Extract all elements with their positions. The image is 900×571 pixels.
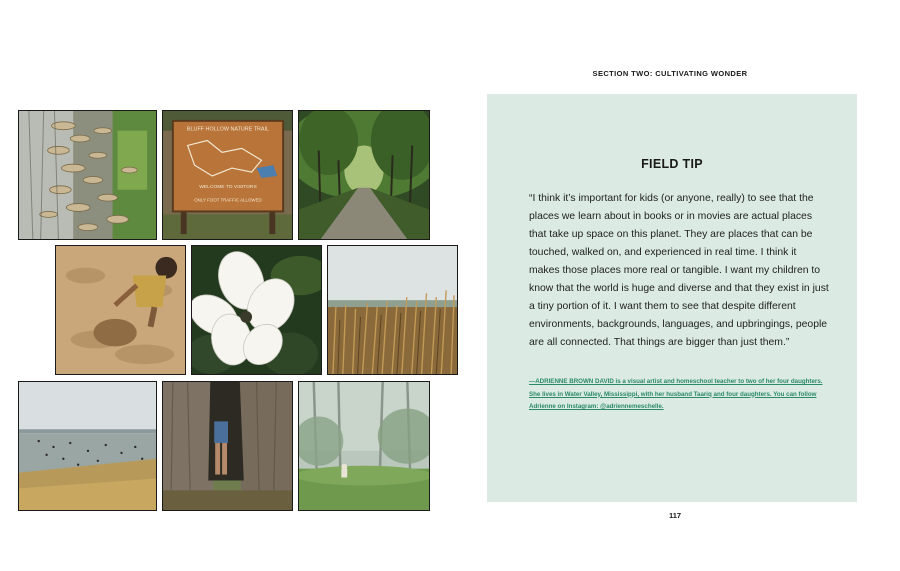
- photo-mushrooms-on-tree: [18, 110, 157, 240]
- photo-child-digging-sand: [55, 245, 186, 375]
- field-tip-title: FIELD TIP: [641, 157, 703, 171]
- field-tip-credit: —ADRIENNE BROWN DAVID is a visual artist and homeschool teacher to two of her four daughters. She lives in Water Valley, Mississippi, with her husband Taariq and four daughters. You can follow Adrienne on Instagram: @adriennemeschelle.: [529, 378, 823, 410]
- photo-nature-trail-sign: [162, 110, 293, 240]
- field-tip-quote: “I think it’s important for kids (or anyone, really) to see that the places we learn about in books or in movies are actual places that take up space on this planet. They are places that can be touched, walked on, and experienced in real time. I think it makes those places more real or tangible. I want my children to know that the world is huge and diverse and that they exist in just a tiny portion of it. I want them to see that despite different environments, backgrounds, languages, and upbringings, people are all connected. That things are bigger than just them.”: [529, 193, 829, 348]
- photo-misty-forest-child: [298, 381, 430, 511]
- photo-magnolia-flower: [191, 245, 322, 375]
- sign-notice-text: ONLY FOOT TRAFFIC ALLOWED: [194, 197, 262, 203]
- section-header: SECTION TWO: CULTIVATING WONDER: [592, 69, 748, 78]
- photo-child-in-tree-trunk: [162, 381, 293, 511]
- sign-title: BLUFF HOLLOW NATURE TRAIL: [186, 126, 270, 133]
- photo-beach-birds: [18, 381, 157, 511]
- photo-tall-grass-field: [327, 245, 458, 375]
- sign-welcome-text: WELCOME TO VISITORS: [199, 184, 257, 190]
- photo-forest-path: [298, 110, 430, 240]
- field-tip-box: [487, 94, 857, 502]
- page-number: 117: [668, 511, 682, 520]
